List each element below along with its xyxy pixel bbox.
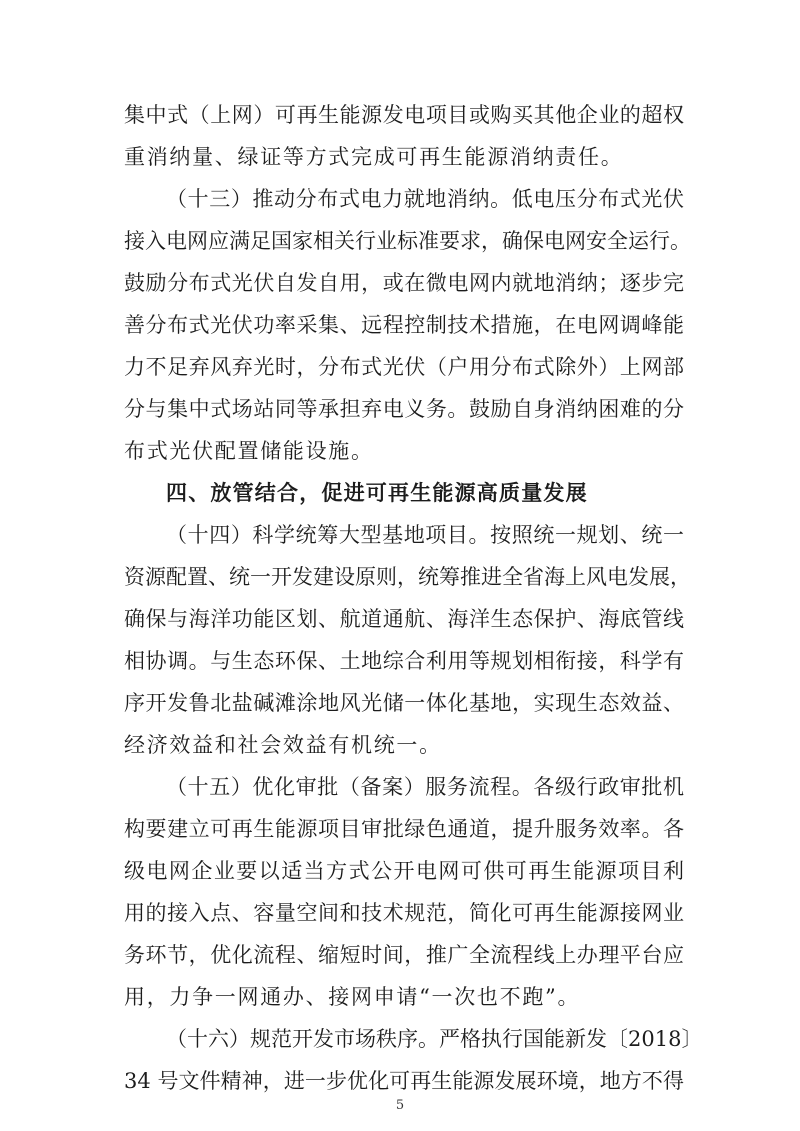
text-line: 用的接入点、容量空间和技术规范，简化可再生能源接网业 [124,901,684,925]
text-line: 确保与海洋功能区划、航道通航、海洋生态保护、海底管线 [124,607,684,631]
text-line: 务环节，优化流程、缩短时间，推广全流程线上办理平台应 [124,943,684,967]
text-line: 接入电网应满足国家相关行业标准要求，确保电网安全运行。 [124,229,691,253]
text-line: 善分布式光伏功率采集、远程控制技术措施，在电网调峰能 [124,313,684,337]
text-line: 鼓励分布式光伏自发自用，或在微电网内就地消纳；逐步完 [124,271,684,295]
text-line: 经济效益和社会效益有机统一。 [124,733,442,757]
text-line: 资源配置、统一开发建设原则，统筹推进全省海上风电发展， [124,565,691,589]
text-line: 序开发鲁北盐碱滩涂地风光储一体化基地，实现生态效益、 [124,691,684,715]
section-14-heading-line: （十四）科学统筹大型基地项目。按照统一规划、统一 [166,523,684,547]
section-15-heading-line: （十五）优化审批（备案）服务流程。各级行政审批机 [166,775,684,799]
section-13-heading-line: （十三）推动分布式电力就地消纳。低电压分布式光伏 [166,187,684,211]
text-line: 构要建立可再生能源项目审批绿色通道，提升服务效率。各 [124,817,684,841]
text-line: 布式光伏配置储能设施。 [124,439,374,463]
text-line: 34 号文件精神，进一步优化可再生能源发展环境，地方不得 [124,1069,684,1093]
text-line: 相协调。与生态环保、土地综合利用等规划相衔接，科学有 [124,649,684,673]
text-line: 分与集中式场站同等承担弃电义务。鼓励自身消纳困难的分 [124,397,684,421]
text-line: 集中式（上网）可再生能源发电项目或购买其他企业的超权 [124,103,684,127]
text-line: 级电网企业要以适当方式公开电网可供可再生能源项目利 [124,859,684,883]
section-16-heading-line: （十六）规范开发市场秩序。严格执行国能新发〔2018〕 [166,1027,703,1051]
page-number: 5 [395,1098,405,1113]
section-four-heading: 四、放管结合，促进可再生能源高质量发展 [166,481,588,505]
text-line: 重消纳量、绿证等方式完成可再生能源消纳责任。 [124,145,624,169]
text-line: 用，力争一网通办、接网申请“一次也不跑”。 [124,985,581,1009]
text-line: 力不足弃风弃光时，分布式光伏（户用分布式除外）上网部 [124,355,684,379]
